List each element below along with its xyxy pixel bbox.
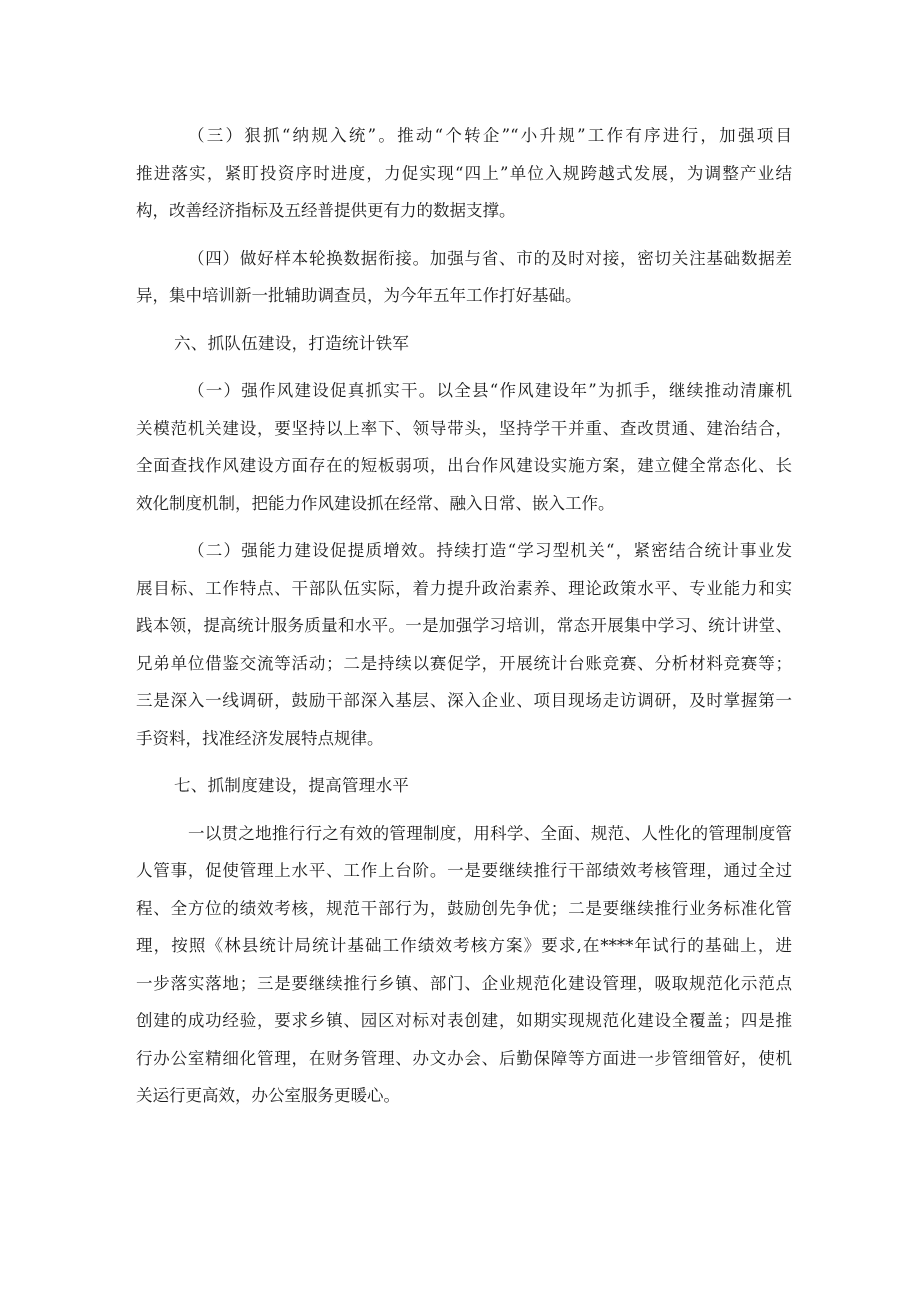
- paragraph-capability-building: [136, 532, 792, 757]
- text-line: 兄弟单位借鉴交流等活动；二是持续以赛促学，开展统计台账竞赛、分析材料竞赛等；: [136, 653, 792, 673]
- text-line: 程、全方位的绩效考核，规范干部行为，鼓励创先争优；二是要继续推行业务标准化管: [136, 898, 792, 918]
- text-line: 人管事，促使管理上水平、工作上台阶。一是要继续推行干部绩效考核管理，通过全过: [136, 861, 792, 880]
- text-line: 三是深入一线调研，鼓励干部深入基层、深入企业、项目现场走访调研，及时掌握第一: [136, 691, 792, 710]
- text-line: 推进落实，紧盯投资序时进度，力促实现“四上”单位入规跨越式发展，为调整产业结: [136, 163, 792, 183]
- paragraph-promote-registration: [136, 117, 792, 230]
- document-body: [136, 117, 792, 1115]
- paragraph-sample-rotation: [136, 240, 792, 315]
- text-line: 践本领，提高统计服务质量和水平。一是加强学习培训，常态开展集中学习、统计讲堂、: [136, 616, 792, 635]
- text-line: （四）做好样本轮换数据衔接。加强与省、市的及时对接，密切关注基础数据差: [188, 248, 792, 268]
- text-line: 一步落实落地；三是要继续推行乡镇、部门、企业规范化建设管理，吸取规范化示范点: [136, 973, 792, 993]
- text-line: 一以贯之地推行行之有效的管理制度，用科学、全面、规范、人性化的管理制度管: [188, 823, 792, 843]
- text-line: 构，改善经济指标及五经普提供更有力的数据支撑。: [136, 201, 516, 220]
- text-line: 异，集中培训新一批辅助调查员，为今年五年工作打好基础。: [136, 286, 582, 305]
- text-line: 全面查找作风建设方面存在的短板弱项，出台作风建设实施方案，建立健全常态化、长: [136, 456, 792, 475]
- text-line: 关模范机关建设，要坚持以上率下、领导带头，坚持学干并重、查改贯通、建治结合，: [136, 418, 792, 438]
- text-line: 创建的成功经验，要求乡镇、园区对标对表创建，如期实现规范化建设全覆盖；四是推: [136, 1011, 792, 1030]
- text-line: 展目标、工作特点、干部队伍实际，着力提升政治素养、理论政策水平、专业能力和实: [136, 578, 792, 598]
- text-line: 关运行更高效，办公室服务更暖心。: [136, 1086, 400, 1105]
- text-line: 效化制度机制，把能力作风建设抓在经常、融入日常、嵌入工作。: [136, 493, 615, 513]
- text-line: （二）强能力建设促提质增效。持续打造“学习型机关“，紧密结合统计事业发: [188, 541, 792, 560]
- text-line: 行办公室精细化管理，在财务管理、办文办会、后勤保障等方面进一步管细管好，使机: [136, 1048, 792, 1068]
- paragraph-management-system: [136, 815, 792, 1115]
- text-line: 理，按照《林县统计局统计基础工作绩效考核方案》要求,在****年试行的基础上，进: [136, 936, 792, 955]
- section-heading-system-building: 七、抓制度建设，提高管理水平: [174, 776, 410, 795]
- text-line: （三）狠抓“纳规入统”。推动“个转企”“小升规”工作有序进行，加强项目: [188, 126, 792, 145]
- section-heading-team-building: 六、抓队伍建设，打造统计铁军: [174, 333, 410, 353]
- paragraph-work-style: [136, 372, 792, 522]
- text-line: 手资料，找准经济发展特点规律。: [136, 728, 384, 748]
- text-line: （一）强作风建设促真抓实干。以全县“作风建设年”为抓手，继续推动清廉机: [188, 381, 792, 400]
